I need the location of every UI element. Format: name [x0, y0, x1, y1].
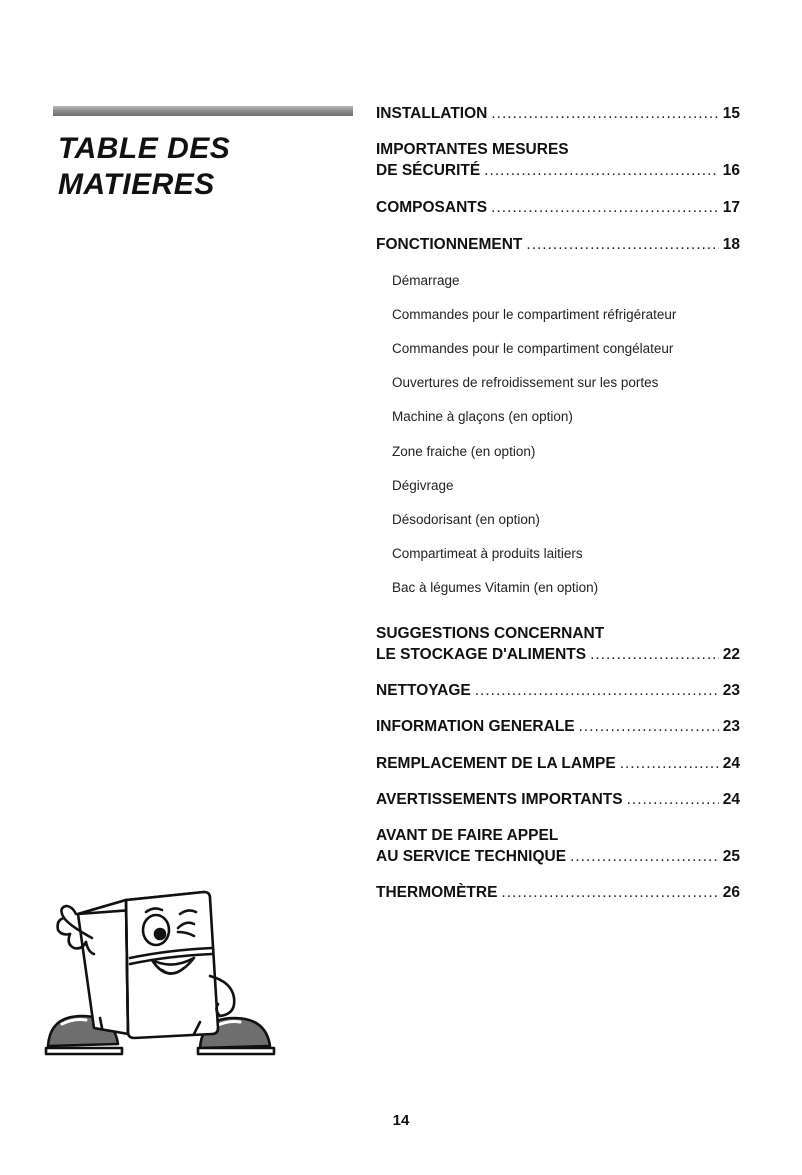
toc-entry-page: 23	[722, 682, 740, 699]
toc-entry-suggestions[interactable]	[376, 623, 740, 665]
toc-entry-nettoyage[interactable]	[376, 680, 740, 701]
dot-leader	[579, 716, 719, 737]
page-number: 14	[392, 1112, 410, 1129]
toc-subitem-commandes-congelateur[interactable]: Commandes pour le compartiment congélateur	[392, 341, 674, 356]
toc-entry-label-line2: DE SÉCURITÉ	[376, 162, 481, 179]
dot-leader	[491, 103, 718, 124]
toc-entry-thermometre[interactable]	[376, 882, 740, 903]
toc-entry-label: AVERTISSEMENTS IMPORTANTS	[376, 791, 623, 808]
toc-entry-label: NETTOYAGE	[376, 682, 471, 699]
dot-leader	[484, 160, 719, 181]
toc-entry-label: REMPLACEMENT DE LA LAMPE	[376, 755, 616, 772]
toc-entry-label-line1: SUGGESTIONS CONCERNANT	[376, 625, 605, 642]
toc-subitem-commandes-refrigerateur[interactable]: Commandes pour le compartiment réfrigérateur	[392, 307, 677, 322]
toc-entry-page: 24	[722, 755, 740, 772]
toc-entry-service[interactable]	[376, 825, 740, 867]
toc-entry-page: 17	[722, 199, 740, 216]
dot-leader	[590, 644, 719, 665]
dot-leader	[526, 234, 718, 255]
toc-entry-page: 16	[722, 162, 740, 179]
dot-leader	[491, 197, 719, 218]
toc-entry-page: 18	[722, 236, 740, 253]
toc-entry-composants[interactable]	[376, 197, 740, 218]
toc-entry-label-line1: AVANT DE FAIRE APPEL	[376, 827, 559, 844]
toc-subitem-demarrage[interactable]: Démarrage	[392, 273, 460, 288]
dot-leader	[620, 753, 719, 774]
toc-subitem-bac-legumes[interactable]: Bac à légumes Vitamin (en option)	[392, 580, 599, 595]
toc-entry-page: 26	[722, 884, 740, 901]
toc-entry-page: 22	[722, 646, 740, 663]
dot-leader	[475, 680, 719, 701]
toc-entry-page: 15	[722, 105, 740, 122]
toc-entry-label-line1: IMPORTANTES MESURES	[376, 141, 569, 158]
toc-entry-label-line2: LE STOCKAGE D'ALIMENTS	[376, 646, 587, 663]
toc-entry-avertissements[interactable]	[376, 789, 740, 810]
toc-entry-label: FONCTIONNEMENT	[376, 236, 523, 253]
page-title	[58, 131, 230, 203]
page-title-line2: MATIERES	[58, 168, 215, 201]
toc-entry-label: INSTALLATION	[376, 105, 488, 122]
page-title-line1: TABLE DES	[58, 132, 231, 165]
toc-entry-label: THERMOMÈTRE	[376, 884, 498, 901]
toc-entry-securite[interactable]	[376, 139, 740, 181]
toc-entry-information[interactable]	[376, 716, 740, 737]
toc-entry-installation[interactable]	[376, 103, 740, 124]
toc-entry-fonctionnement[interactable]	[376, 234, 740, 255]
header-rule-bar	[53, 106, 353, 116]
toc-subitem-ouvertures[interactable]: Ouvertures de refroidissement sur les portes	[392, 375, 659, 390]
toc-entry-label-line2: AU SERVICE TECHNIQUE	[376, 848, 567, 865]
toc-entry-label: COMPOSANTS	[376, 199, 488, 216]
toc-entry-label: INFORMATION GENERALE	[376, 718, 575, 735]
dot-leader	[570, 846, 719, 867]
dot-leader	[627, 789, 719, 810]
refrigerator-mascot-illustration	[44, 878, 276, 1063]
dot-leader	[501, 882, 718, 903]
toc-subitem-machine-glacons[interactable]: Machine à glaçons (en option)	[392, 409, 573, 424]
toc-entry-page: 24	[722, 791, 740, 808]
toc-entry-page: 25	[722, 848, 740, 865]
toc-subitem-desodorisant[interactable]: Désodorisant (en option)	[392, 512, 540, 527]
toc-subitem-produits-laitiers[interactable]: Compartimeat à produits laitiers	[392, 546, 583, 561]
toc-entry-lampe[interactable]	[376, 753, 740, 774]
toc-entry-page: 23	[722, 718, 740, 735]
toc-subitem-zone-fraiche[interactable]: Zone fraiche (en option)	[392, 444, 536, 459]
toc-subitem-degivrage[interactable]: Dégivrage	[392, 478, 454, 493]
